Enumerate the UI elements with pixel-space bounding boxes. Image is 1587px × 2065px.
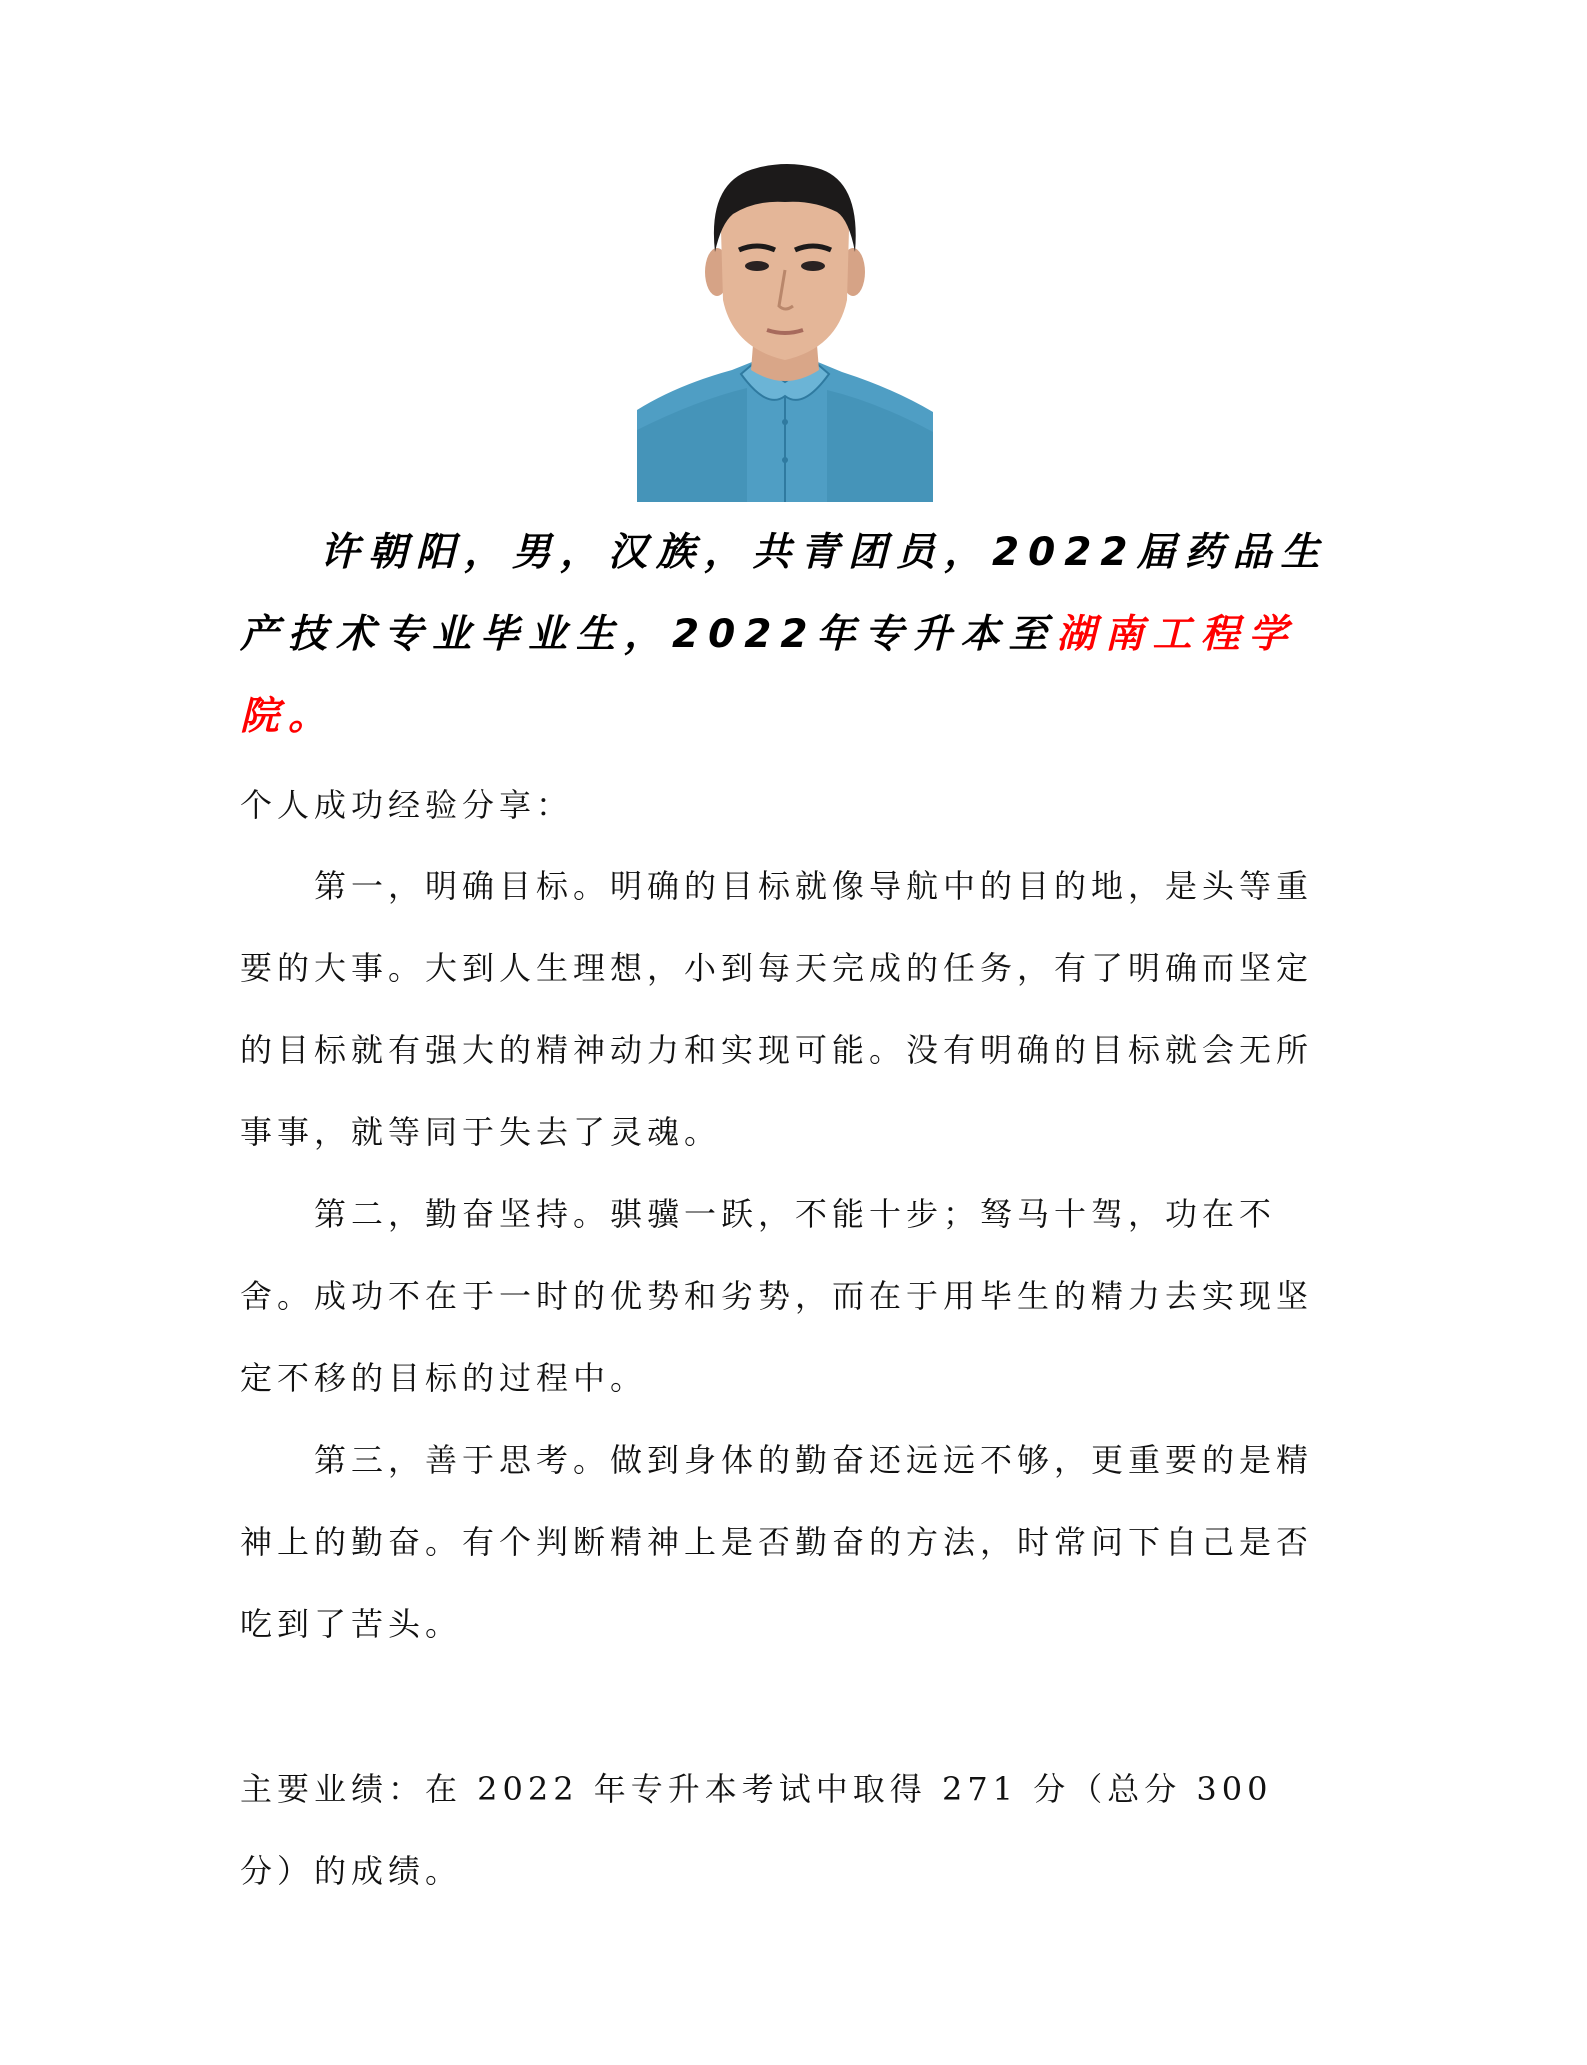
intro-text: 许朝阳，男，汉族，共青团员，2022届药品生产技术专业毕业生，2022年专升本至 xyxy=(240,530,1329,657)
main-achievement: 主要业绩：在 2022 年专升本考试中取得 271 分（总分 300 分）的成绩。 xyxy=(240,1770,1273,1890)
experience-title: 个人成功经验分享： xyxy=(240,786,574,824)
experience-paragraph-3: 第三，善于思考。做到身体的勤奋还远远不够，更重要的是精神上的勤奋。有个判断精神上是否勤奋的方法，时常问下自己是否吃到了苦头。 xyxy=(240,1441,1314,1643)
intro-school-name: 湖南工程学院。 xyxy=(240,612,1297,739)
experience-paragraph-1: 第一，明确目标。明确的目标就像导航中的目的地，是头等重要的大事。大到人生理想，小到每天完成的任务，有了明确而坚定的目标就有强大的精神动力和实现可能。没有明确的目标就会无所事事，就等同于失去了灵魂。 xyxy=(240,867,1314,1151)
student-introduction xyxy=(240,512,1340,758)
experience-paragraph-2: 第二，勤奋坚持。骐骥一跃，不能十步；驽马十驾，功在不舍。成功不在于一时的优势和劣势，而在于用毕生的精力去实现坚定不移的目标的过程中。 xyxy=(240,1195,1314,1397)
student-portrait-photo xyxy=(637,160,933,502)
student-portrait-icon xyxy=(637,160,933,502)
